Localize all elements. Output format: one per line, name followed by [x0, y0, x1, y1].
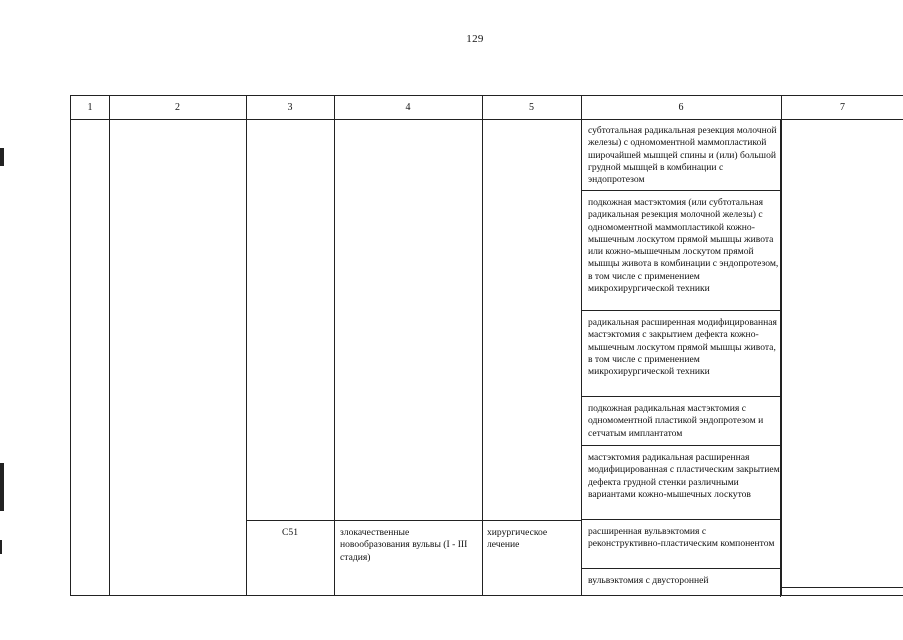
document-table: [70, 95, 903, 596]
procedure-text: расширенная вульвэктомия с реконструктивно-пластическим компонентом: [588, 526, 775, 550]
procedure-cell: [581, 397, 781, 446]
scan-margin-mark: [0, 540, 2, 554]
row-divider: [781, 587, 903, 588]
procedure-cell: [581, 191, 781, 311]
scan-margin-mark: [0, 148, 4, 166]
header-col-7: 7: [840, 102, 845, 113]
procedure-cell: [581, 569, 781, 597]
procedure-text: подкожная мастэктомия (или субтотальная радикальная резекция молочной железы) с одномоментной маммопластикой кожно-мышечным лоскутом прямой мышцы живота или кожно-мышечным лоскутом прямой мышцы живота в комбинации с эндопротезом, в том числе с применением микрохирургической техники: [588, 197, 779, 295]
header-col-3: 3: [287, 102, 293, 113]
row-divider: [246, 520, 581, 521]
procedure-cell: [581, 520, 781, 569]
header-col-2: 2: [175, 102, 180, 113]
column-rule: [781, 96, 782, 595]
diagnosis-description: злокачественные новообразования вульвы (I - III стадия): [340, 527, 468, 563]
procedure-cell: [581, 446, 781, 520]
treatment-type: хирургическое лечение: [487, 527, 548, 551]
header-col-5: 5: [529, 102, 534, 113]
procedure-text: подкожная радикальная мастэктомия с одномоментной пластикой эндопротезом и сетчатым имплантатом: [588, 403, 764, 439]
header-col-6: 6: [678, 102, 684, 113]
procedure-text: мастэктомия радикальная расширенная модифицированная с пластическим закрытием дефекта грудной стенки различными вариантами кожно-мышечных лоскутов: [588, 452, 780, 500]
procedure-text: радикальная расширенная модифицированная мастэктомия с закрытием дефекта кожно-мышечным лоскутом прямой мышцы живота, в том числе с применением микрохирургической техники: [588, 317, 777, 378]
diagnosis-code: C51: [282, 527, 298, 538]
procedure-cell: [581, 311, 781, 397]
header-col-1: 1: [87, 102, 93, 113]
scan-margin-mark: [0, 463, 4, 511]
procedure-cell: [581, 119, 781, 191]
page-number: 129: [466, 33, 484, 45]
procedure-text: субтотальная радикальная резекция молочной железы) с одномоментной маммопластикой широчайшей мышцей спины и (или) большой грудной мышцей в комбинации с эндопротезом: [588, 125, 777, 186]
procedure-text: вульвэктомия с двусторонней: [588, 575, 709, 586]
header-col-4: 4: [405, 102, 411, 113]
column-rule: [109, 96, 110, 595]
table-header-row: [71, 96, 903, 120]
